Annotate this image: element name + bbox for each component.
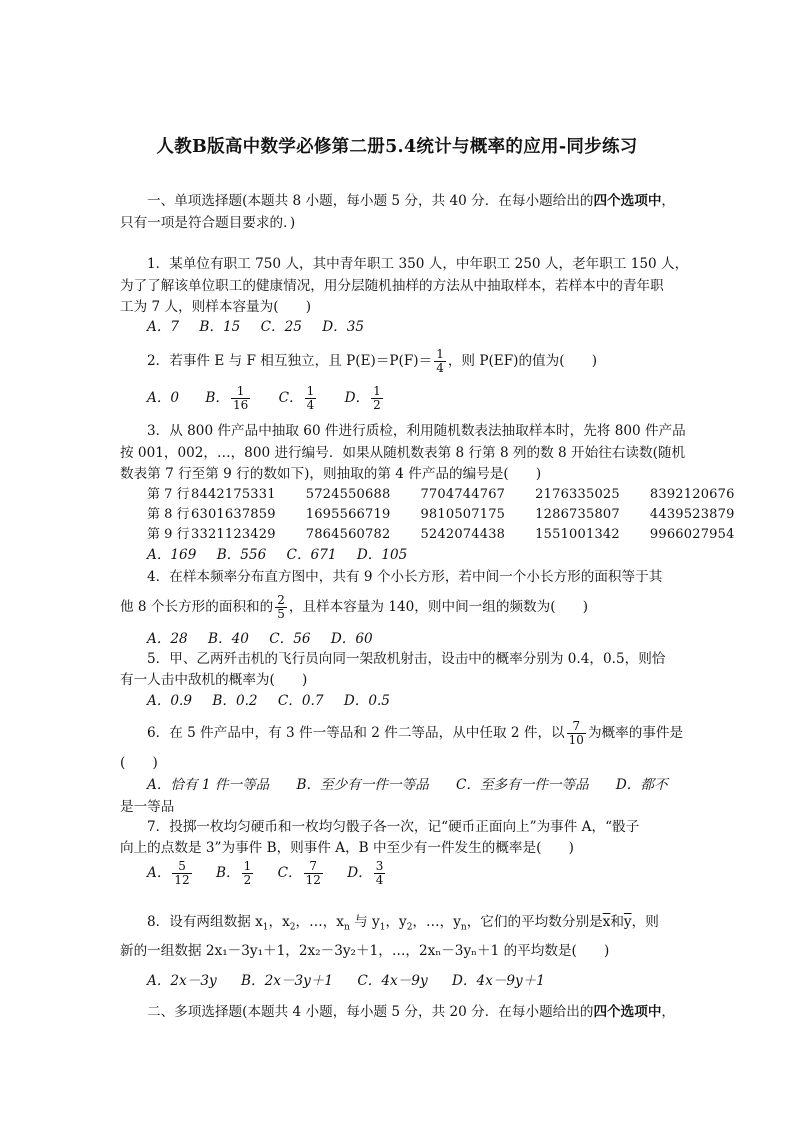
q3-row7-label: 第 7 行 — [147, 487, 190, 502]
q3-row7-num: 7704744767 — [420, 487, 506, 502]
section2-heading — [147, 1003, 675, 1021]
q6-fraction-num: 7 — [567, 720, 586, 734]
q6-text: 6．在 5 件产品中，有 3 件一等品和 2 件二等品，从中任取 2 件，以 — [147, 725, 565, 741]
q3-options — [147, 546, 423, 564]
q7-c-den: 12 — [305, 873, 321, 887]
q3-line3: 数表第 7 行至第 9 行的数如下)，则抽取的第 4 件产品的编号是( ) — [120, 466, 542, 482]
section1-line2: 只有一项是符合题目要求的．) — [120, 215, 296, 231]
q4-text: 他 8 个长方形的面积和的 — [120, 599, 274, 615]
q1-option-c[interactable]: C．25 — [260, 319, 302, 335]
q2-option-c-label: C． — [278, 390, 303, 406]
q7-option-b[interactable] — [216, 859, 255, 887]
q2-text-end: ，则 P(EF)的值为( ) — [447, 353, 598, 369]
q8-text: 与 y — [349, 914, 380, 930]
q2-option-a[interactable]: A．0 — [147, 390, 180, 406]
q1-options — [147, 318, 380, 336]
q8-line1 — [147, 913, 659, 937]
q2-fraction-num: 1 — [436, 347, 444, 361]
q3-table-row — [147, 506, 765, 524]
q7-option-c[interactable] — [277, 859, 325, 887]
q3-row8-num: 4439523879 — [649, 507, 735, 522]
q6-text-end: 为概率的事件是 — [587, 725, 684, 741]
q3-row9-num: 9966027954 — [649, 527, 735, 542]
q2-option-b[interactable] — [205, 384, 252, 412]
q8-option-d[interactable]: D．4x－9y＋1 — [451, 973, 545, 989]
q7-a-fraction — [172, 860, 191, 887]
q2-fraction — [434, 348, 446, 375]
section2-text: 二、多项选择题(本题共 4 小题，每小题 5 分，共 20 分．在每小题给出的 — [147, 1004, 594, 1020]
q1-option-a[interactable]: A．7 — [147, 319, 180, 335]
q7-option-a[interactable] — [147, 859, 194, 887]
q4-option-d[interactable]: D．60 — [330, 631, 373, 647]
q8-text: ，x — [268, 914, 290, 930]
q5-option-c[interactable]: C．0.7 — [277, 693, 324, 709]
q1-line3: 工为 7 人，则样本容量为( ) — [120, 299, 312, 315]
q7-d-num: 3 — [375, 859, 384, 873]
q8-sub: n — [343, 922, 350, 933]
q5-options — [147, 692, 406, 710]
q2-option-c[interactable] — [278, 384, 319, 412]
q4-option-b[interactable]: B．40 — [208, 631, 249, 647]
q3-row7-num: 8392120676 — [649, 487, 735, 502]
q8-text: ，…，y — [412, 914, 461, 930]
q3-row8-num: 1286735807 — [535, 507, 620, 522]
q8-sub: n — [460, 922, 467, 933]
q4-fraction-num: 2 — [277, 593, 285, 607]
q8-text: 8．设有两组数据 x — [147, 914, 263, 930]
q3-line1: 3．从 800 件产品中抽取 60 件进行质检，利用随机数表法抽取样本时，先将 800 件产品 — [147, 423, 686, 439]
q5-option-b[interactable]: B．0.2 — [212, 693, 258, 709]
q7-d-fraction — [374, 860, 386, 887]
q8-sub: 2 — [289, 922, 296, 933]
q4-line2 — [120, 592, 588, 622]
q3-option-c[interactable]: C．671 — [286, 547, 337, 563]
q2-d-den: 2 — [373, 398, 381, 412]
q3-row8-num: 9810507175 — [420, 507, 506, 522]
section1-comma: ， — [661, 193, 676, 209]
q8-option-a[interactable]: A．2x－3y — [147, 973, 217, 989]
q8-ybar: $\overline{y}$ — [623, 914, 632, 930]
q8-text: ，它们的平均数分别是 — [466, 914, 603, 930]
q5-option-a[interactable]: A．0.9 — [147, 693, 193, 709]
q7-c-num: 7 — [304, 860, 323, 874]
q8-sub: 2 — [406, 922, 413, 933]
q1-option-b[interactable]: B．15 — [199, 319, 241, 335]
section2-comma: ， — [661, 1004, 676, 1020]
q4-fraction-den: 5 — [277, 607, 285, 621]
q2-b-den: 16 — [232, 398, 249, 412]
section1-heading — [147, 192, 675, 210]
q3-row8-num: 1695566719 — [305, 507, 391, 522]
q4-options — [147, 630, 389, 648]
q2-stem — [147, 346, 597, 376]
q2-option-c-fraction — [305, 385, 317, 412]
q6-line2: ( ) — [120, 755, 158, 771]
q3-line2: 按 001，002，…，800 进行编号．如果从随机数表第 8 行第 8 列的数 8 开始往右读数(随机 — [120, 445, 686, 461]
q5-line2: 有一人击中敌机的概率为( ) — [120, 672, 308, 688]
q7-b-fraction — [242, 860, 254, 887]
q3-option-b[interactable]: B．556 — [216, 547, 267, 563]
q2-option-d-fraction — [371, 385, 383, 412]
q7-option-d[interactable] — [347, 859, 387, 887]
q8-sub: 1 — [379, 922, 386, 933]
q3-row9-num: 7864560782 — [305, 527, 391, 542]
q4-option-a[interactable]: A．28 — [147, 631, 188, 647]
q3-table-row — [147, 526, 765, 544]
q7-d-den: 4 — [375, 873, 384, 887]
q6-line4: 是一等品 — [120, 799, 175, 815]
q2-c-num: 1 — [306, 384, 315, 398]
section1-text: 一、单项选择题(本题共 8 小题，每小题 5 分，共 40 分．在每小题给出的 — [147, 193, 594, 209]
q3-row8-label: 第 8 行 — [147, 507, 190, 522]
q3-row9-num: 5242074438 — [420, 527, 506, 542]
section1-bold: 四个选项中 — [593, 193, 662, 209]
q8-text: ，y — [385, 914, 407, 930]
q3-option-d[interactable]: D．105 — [356, 547, 408, 563]
q2-option-d[interactable] — [344, 384, 385, 412]
q2-text: 2．若事件 E 与 F 相互独立，且 P(E)＝P(F)＝ — [147, 353, 433, 369]
q2-c-den: 4 — [306, 398, 315, 412]
q8-xbar: $\overline{x}$ — [602, 914, 611, 930]
q5-line1: 5．甲、乙两歼击机的飞行员向同一架敌机射击，设击中的概率分别为 0.4，0.5，则恰 — [147, 651, 666, 667]
q3-row9-num: 3321123429 — [191, 527, 276, 542]
q7-b-den: 2 — [243, 873, 252, 887]
q2-fraction-den: 4 — [436, 361, 444, 375]
q7-option-c-label: C． — [277, 865, 302, 881]
q8-text: 和 — [610, 914, 624, 930]
q3-row7-num: 2176335025 — [535, 487, 620, 502]
q6-stem — [147, 718, 683, 748]
page-title: 人教B版高中数学必修第二册5.4统计与概率的应用-同步练习 — [156, 137, 638, 157]
q2-b-num: 1 — [231, 385, 250, 399]
q7-option-b-label: B． — [216, 865, 240, 881]
q7-c-fraction — [304, 860, 323, 887]
q7-option-a-label: A． — [147, 865, 171, 881]
q7-a-den: 12 — [174, 873, 190, 887]
q7-option-d-label: D． — [347, 865, 372, 881]
q7-line2: 向上的点数是 3”为事件 B，则事件 A，B 中至少有一件发生的概率是( ) — [120, 840, 574, 856]
q6-options[interactable]: A．恰有 1 件一等品 B．至少有一件一等品 C．至多有一件一等品 D．都不 — [147, 777, 668, 793]
q4-text-end: ，且样本容量为 140，则中间一组的频数为( ) — [288, 599, 589, 615]
q2-option-d-label: D． — [344, 390, 370, 406]
q8-sub: 1 — [262, 922, 269, 933]
q2-option-b-label: B． — [205, 390, 229, 406]
q4-fraction — [275, 594, 287, 621]
q7-line1: 7．投掷一枚均匀硬币和一枚均匀骰子各一次，记“硬币正面向上”为事件 A，“骰子 — [147, 819, 640, 835]
q3-row9-num: 1551001342 — [535, 527, 620, 542]
q6-fraction — [567, 720, 586, 747]
q1-line2: 为了了解该单位职工的健康情况，用分层随机抽样的方法从中抽取样本，若样本中的青年职 — [120, 278, 664, 294]
q3-row8-num: 6301637859 — [191, 507, 276, 522]
q5-option-d[interactable]: D．0.5 — [343, 693, 390, 709]
q4-option-c[interactable]: C．56 — [269, 631, 311, 647]
q8-text: ，则 — [631, 914, 659, 930]
q8-text: ，…，x — [295, 914, 344, 930]
q7-options — [147, 858, 387, 888]
q8-option-b[interactable]: B．2x－3y＋1 — [240, 973, 334, 989]
q6-fraction-den: 10 — [568, 733, 584, 747]
q1-option-d[interactable]: D．35 — [322, 319, 365, 335]
q7-b-num: 1 — [243, 859, 252, 873]
q3-row9-label: 第 9 行 — [147, 527, 190, 542]
q1-line1: 1．某单位有职工 750 人，其中青年职工 350 人，中年职工 250 人，老年职工 150 人， — [147, 256, 689, 272]
q2-option-b-fraction — [231, 385, 250, 412]
q2-options — [147, 383, 385, 413]
q4-line1: 4．在样本频率分布直方图中，共有 9 个小长方形，若中间一个小长方形的面积等于其 — [147, 569, 663, 585]
section2-bold: 四个选项中 — [593, 1004, 662, 1020]
q8-options — [147, 972, 545, 990]
q8-option-c[interactable]: C．4x－9y — [357, 973, 428, 989]
q3-row7-num: 8442175331 — [191, 487, 276, 502]
q8-line2: 新的一组数据 2x₁－3y₁＋1，2x₂－3y₂＋1，…，2xₙ－3yₙ＋1 的平均数是( ) — [120, 943, 610, 959]
q3-table-row — [147, 486, 765, 504]
q3-row7-num: 5724550688 — [305, 487, 391, 502]
q3-option-a[interactable]: A．169 — [147, 547, 197, 563]
q7-a-num: 5 — [172, 860, 191, 874]
q2-d-num: 1 — [373, 384, 381, 398]
